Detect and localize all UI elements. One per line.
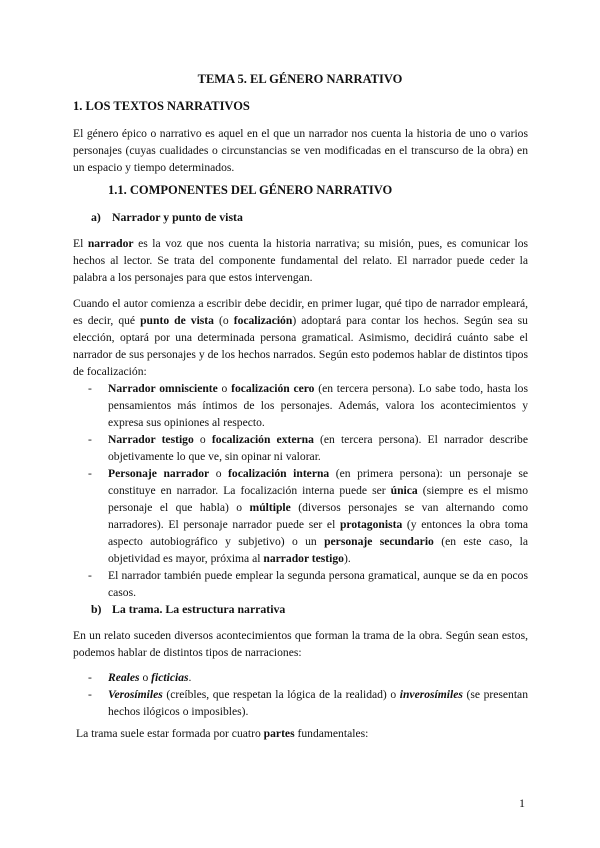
focalization-list (73, 380, 528, 601)
subheading-narrador (91, 210, 243, 225)
intro-paragraph: El género épico o narrativo es aquel en el que un narrador nos cuenta la historia de uno o varios personajes (cuyas cualidades o circunstancias se ven modificadas en el transcurso de la obra) en un espacio y tiempo determinados. (73, 127, 528, 174)
subheading-label: b) (91, 602, 102, 616)
page-number: 1 (519, 796, 525, 810)
subheading-text: Narrador y punto de vista (112, 210, 243, 224)
paragraph-narrador: El narrador es la voz que nos cuenta la historia narrativa; su misión, pues, es comunicar los hechos al lector. Se trata del componente fundamental del relato. El narrador puede ceder la palabra a los personajes para que estos intervengan. (73, 237, 529, 284)
paragraph-partes: La trama suele estar formada por cuatro partes fundamentales: (76, 727, 369, 740)
list-item: - Reales o ficticias. (88, 671, 192, 684)
paragraph-punto-de-vista: Cuando el autor comienza a escribir debe decidir, en primer lugar, qué tipo de narrador empleará, es decir, qué punto de vista (o focalización) adoptará para contar los hechos. Según sea su elección, optará por una determinada persona gramatical. Asimismo, decidirá cuánto sabe el narrador de sus personajes y de los hechos narrados. Según esto podemos hablar de distintos tipos de focalización: (73, 297, 528, 378)
list-item: - Narrador omnisciente o focalización cero (en tercera persona). Lo sabe todo, hasta los pensamientos más íntimos de los personajes. Además, valora los acontecimientos y expresa sus opiniones al respecto. (88, 382, 528, 429)
list-item: - El narrador también puede emplear la segunda persona gramatical, aunque se da en pocos casos. (88, 569, 528, 599)
document-title: TEMA 5. EL GÉNERO NARRATIVO (197, 72, 403, 86)
subheading-trama (91, 602, 285, 617)
list-item: - Narrador testigo o focalización externa (en tercera persona). El narrador describe objetivamente lo que ve, sin opinar ni valorar. (88, 433, 529, 463)
list-item: - Verosímiles (creíbles, que respetan la lógica de la realidad) o inverosímiles (se presentan hechos ilógicos o imposibles). (88, 688, 528, 718)
subheading-label: a) (91, 210, 101, 224)
narration-types-list (73, 669, 528, 720)
section-heading-textos-narrativos: 1. LOS TEXTOS NARRATIVOS (73, 99, 250, 113)
paragraph-trama: En un relato suceden diversos acontecimientos que forman la trama de la obra. Según sean estos, podemos hablar de distintos tipos de narraciones: (73, 629, 528, 659)
subsection-heading-componentes: 1.1. COMPONENTES DEL GÉNERO NARRATIVO (108, 183, 393, 197)
subheading-text: La trama. La estructura narrativa (112, 602, 286, 616)
list-item: - Personaje narrador o focalización interna (en primera persona): un personaje se constituye en narrador. La focalización interna puede ser única (siempre es el mismo personaje el que habla) o múltiple (diversos personajes se van alternando como narradores). El personaje narrador puede ser el protagonista (y entonces la obra toma aspecto autobiográfico y subjetivo) o un personaje secundario (en este caso, la objetividad es mayor, próxima al narrador testigo). (88, 467, 529, 565)
